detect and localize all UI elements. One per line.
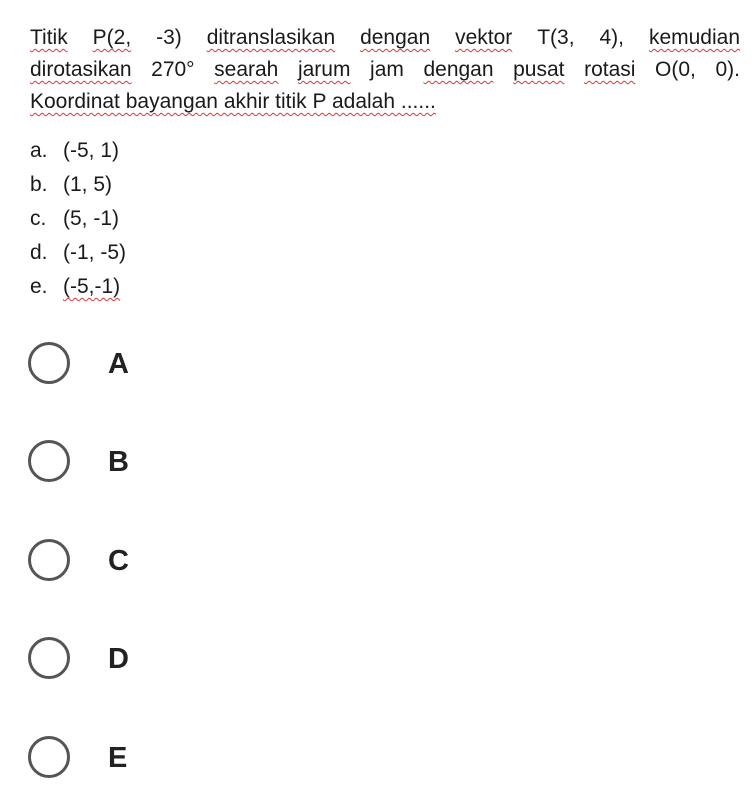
option-letter: c. — [30, 207, 47, 230]
option-letter: d. — [30, 241, 48, 264]
option-value: (-1, -5) — [63, 241, 126, 264]
question-line-1 — [30, 22, 740, 54]
radio-button-icon[interactable] — [28, 736, 70, 778]
q-word: O(0, — [655, 58, 696, 81]
options-list — [30, 134, 126, 304]
q-word: rotasi — [584, 58, 636, 81]
option-b — [30, 168, 126, 202]
option-d — [30, 236, 126, 270]
question-line-3 — [30, 86, 740, 118]
answer-label: C — [108, 545, 129, 577]
option-c — [30, 202, 126, 236]
q-word: jam — [370, 58, 404, 81]
q-word: P(2, — [92, 26, 132, 49]
answer-choice-a[interactable] — [28, 336, 228, 392]
answer-choice-e[interactable] — [28, 730, 228, 786]
question-line-2 — [30, 54, 740, 86]
q-word: jarum — [297, 58, 351, 81]
answer-label: B — [108, 446, 129, 478]
option-value: (-5,-1) — [63, 275, 121, 298]
answer-label: D — [108, 643, 129, 675]
answer-choice-d[interactable] — [28, 631, 228, 687]
q-word: 0). — [715, 58, 740, 81]
q-word: Titik — [30, 26, 68, 49]
answer-label: A — [108, 348, 129, 380]
q-word: kemudian — [648, 26, 740, 49]
option-letter: b. — [30, 173, 48, 196]
q-word: pusat — [513, 58, 565, 81]
q-word: dirotasikan — [30, 58, 132, 81]
option-e — [30, 270, 126, 304]
radio-button-icon[interactable] — [28, 637, 70, 679]
radio-button-icon[interactable] — [28, 440, 70, 482]
answer-choice-b[interactable] — [28, 434, 228, 490]
radio-button-icon[interactable] — [28, 539, 70, 581]
option-a — [30, 134, 126, 168]
q-word: dengan — [360, 26, 431, 49]
radio-button-icon[interactable] — [28, 342, 70, 384]
question-text — [30, 22, 740, 118]
q-word: vektor — [455, 26, 513, 49]
option-letter: a. — [30, 139, 48, 162]
option-value: (-5, 1) — [63, 139, 120, 162]
q-word: T(3, — [537, 26, 575, 49]
q-word: -3) — [156, 26, 182, 49]
q-word: searah — [214, 58, 279, 81]
option-letter: e. — [30, 275, 48, 298]
q-word: 270° — [151, 58, 195, 81]
q-word: dengan — [423, 58, 494, 81]
answer-choice-c[interactable] — [28, 533, 228, 589]
option-value: (1, 5) — [63, 173, 113, 196]
q-word: ditranslasikan — [206, 26, 336, 49]
answer-label: E — [108, 742, 128, 774]
q-line3-text: Koordinat bayangan akhir titik P adalah ...... — [30, 90, 436, 113]
q-word: 4), — [599, 26, 624, 49]
option-value: (5, -1) — [63, 207, 120, 230]
